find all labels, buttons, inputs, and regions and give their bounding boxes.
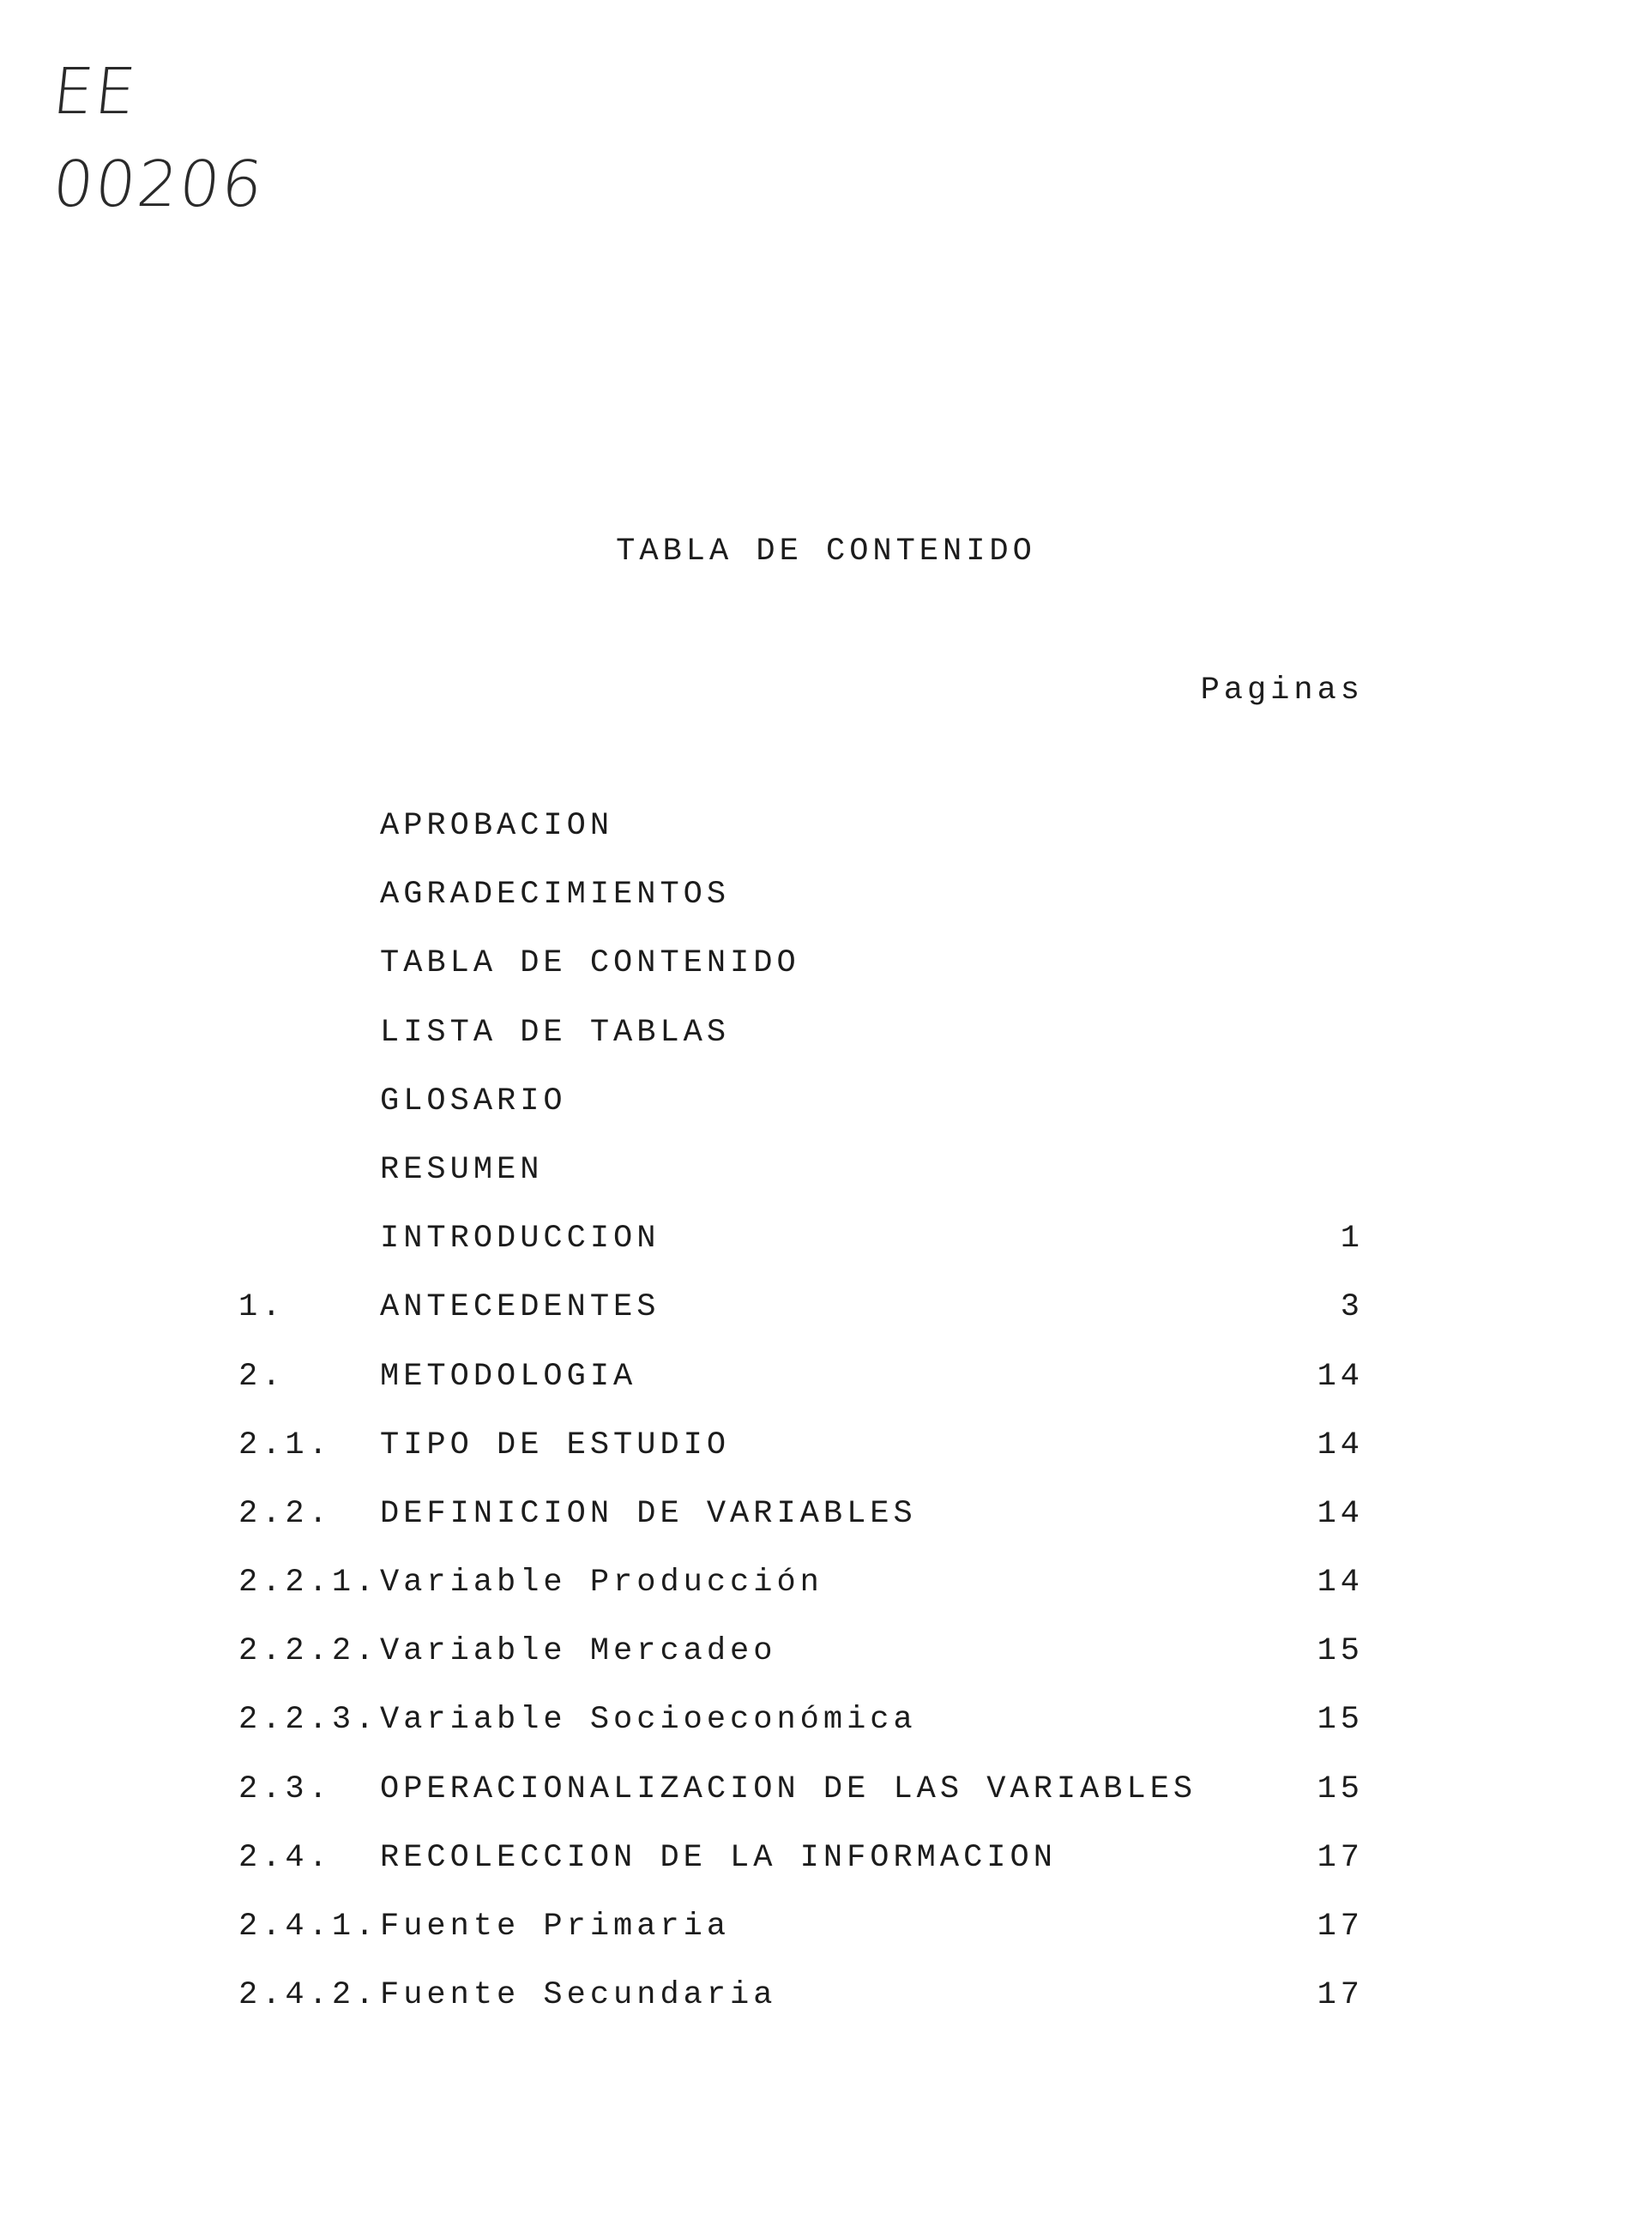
pages-column-header: Paginas [1200,673,1364,709]
page-title: TABLA DE CONTENIDO [616,534,1036,570]
handwritten-note [49,55,268,221]
toc-entry-number: 2.2.3. [238,1702,379,1739]
toc-entry [0,1840,1652,1909]
toc-entry-number: 1. [238,1289,286,1326]
toc-entry [0,1152,1652,1221]
toc-entry-number: 2.3. [238,1770,332,1807]
toc-entry-label: TIPO DE ESTUDIO [380,1427,731,1463]
toc-entry-label: Variable Mercadeo [380,1633,777,1670]
toc-entry-page: 15 [1317,1633,1364,1670]
toc-entry [0,1427,1652,1496]
toc-entry [0,1565,1652,1633]
toc-entry-label: GLOSARIO [380,1083,567,1119]
toc-entry [0,1633,1652,1702]
toc-entry-page: 14 [1317,1495,1364,1532]
toc-entry-label: RECOLECCION DE LA INFORMACION [380,1839,1057,1876]
toc-entry-page: 3 [1340,1289,1364,1326]
toc-entry [0,1015,1652,1083]
toc-entry-page: 14 [1317,1427,1364,1463]
toc-entry [0,1221,1652,1289]
toc-entry-page: 14 [1317,1358,1364,1395]
toc-entry [0,1909,1652,1977]
toc-entry-page: 14 [1317,1565,1364,1602]
toc-entry-number: 2.4. [238,1839,332,1876]
toc-entry [0,1289,1652,1358]
toc-entry [0,808,1652,877]
toc-entry-label: DEFINICION DE VARIABLES [380,1495,917,1532]
toc-entry-label: LISTA DE TABLAS [380,1014,731,1051]
toc-entry-label: RESUMEN [380,1151,544,1188]
toc-entry [0,1977,1652,2046]
toc-entry-label: ANTECEDENTES [380,1289,660,1326]
toc-entry-label: Variable Socioeconómica [380,1702,917,1739]
toc-entry-number: 2.4.1. [238,1909,379,1945]
handwritten-note-line-2: 00206 [49,148,268,221]
toc-entry [0,945,1652,1014]
toc-entry-page: 15 [1317,1770,1364,1807]
toc-entry-page: 1 [1340,1221,1364,1258]
toc-entry-page: 17 [1317,1977,1364,2014]
toc-entry-page: 17 [1317,1909,1364,1945]
toc-entry-label: Fuente Primaria [380,1909,731,1945]
toc-entry-label: Variable Producción [380,1565,823,1602]
toc-entry-number: 2. [238,1358,286,1395]
toc-entry [0,1083,1652,1152]
toc-entry-number: 2.1. [238,1427,332,1463]
toc-entry-label: OPERACIONALIZACION DE LAS VARIABLES [380,1770,1197,1807]
table-of-contents [0,808,1652,2046]
toc-entry-number: 2.2.2. [238,1633,379,1670]
toc-entry-label: TABLA DE CONTENIDO [380,945,800,982]
toc-entry-label: METODOLOGIA [380,1358,637,1395]
toc-entry-number: 2.4.2. [238,1977,379,2014]
handwritten-note-line-1: EE [49,55,142,129]
toc-entry [0,1496,1652,1565]
toc-entry [0,877,1652,945]
toc-entry-page: 17 [1317,1839,1364,1876]
toc-entry-page: 15 [1317,1702,1364,1739]
toc-entry [0,1771,1652,1840]
toc-entry [0,1359,1652,1427]
toc-entry-label: AGRADECIMIENTOS [380,877,731,914]
toc-entry-number: 2.2. [238,1495,332,1532]
toc-entry-label: APROBACION [380,808,614,844]
toc-entry [0,1702,1652,1770]
toc-entry-label: Fuente Secundaria [380,1977,777,2014]
toc-entry-number: 2.2.1. [238,1565,379,1602]
toc-entry-label: INTRODUCCION [380,1221,660,1258]
